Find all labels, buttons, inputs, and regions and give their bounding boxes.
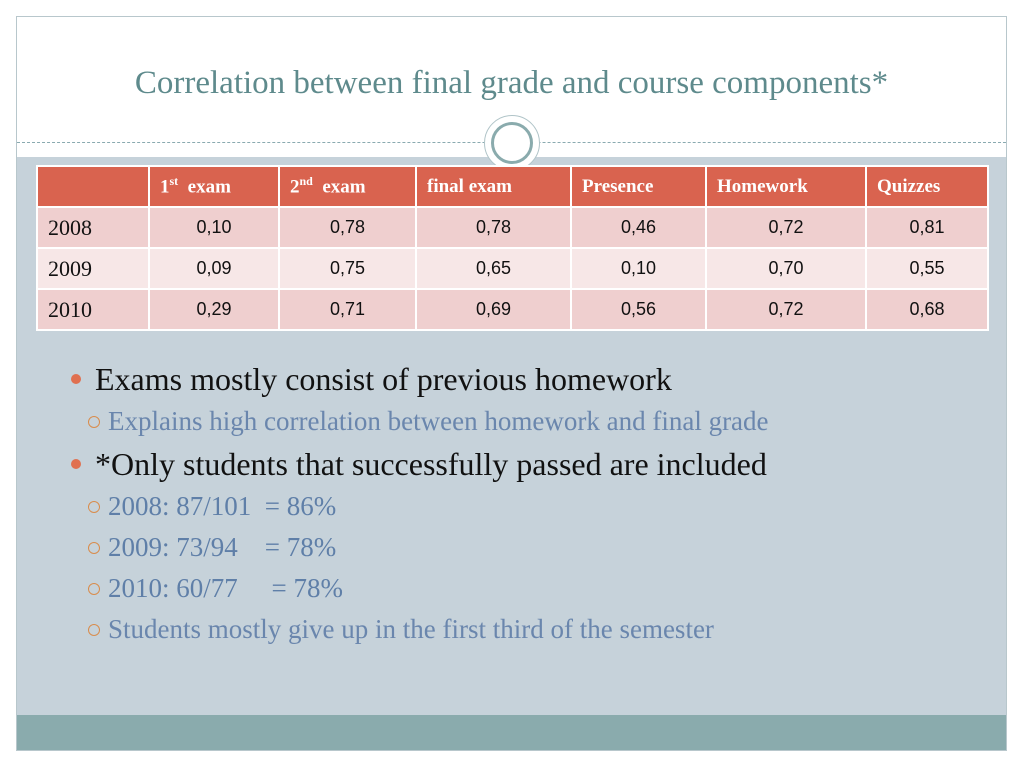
table-cell: 0,71	[279, 289, 416, 330]
bullet-list	[71, 357, 991, 650]
bullet-item	[71, 357, 991, 401]
table-cell: 0,68	[866, 289, 988, 330]
row-year: 2008	[37, 207, 149, 248]
circle-ornament	[484, 115, 540, 171]
bullet-dot-icon	[71, 459, 81, 469]
row-year: 2010	[37, 289, 149, 330]
header-cell-quizzes: Quizzes	[866, 166, 988, 207]
sub-bullet-item	[71, 527, 991, 568]
table-cell: 0,56	[571, 289, 706, 330]
header-cell-presence: Presence	[571, 166, 706, 207]
table-cell: 0,70	[706, 248, 866, 289]
sub-bullet-item	[71, 609, 991, 650]
header-cell-empty	[37, 166, 149, 207]
sub-bullet-text: 2009: 73/94 = 78%	[108, 532, 337, 562]
table-cell: 0,10	[571, 248, 706, 289]
sub-bullet-text: Explains high correlation between homework and final grade	[108, 406, 769, 436]
table-cell: 0,29	[149, 289, 279, 330]
table-cell: 0,78	[279, 207, 416, 248]
bullet-text: Exams mostly consist of previous homework	[95, 361, 672, 397]
table-cell: 0,10	[149, 207, 279, 248]
table-cell: 0,81	[866, 207, 988, 248]
correlation-table	[36, 165, 989, 331]
bullet-dot-icon	[71, 374, 81, 384]
circle-ornament-inner	[491, 122, 533, 164]
table-cell: 0,78	[416, 207, 571, 248]
table-cell: 0,65	[416, 248, 571, 289]
sub-bullet-item	[71, 568, 991, 609]
bullet-item	[71, 442, 991, 486]
slide-title: Correlation between final grade and course components*	[134, 65, 889, 101]
table-row	[37, 207, 988, 248]
table-cell: 0,09	[149, 248, 279, 289]
table-cell: 0,72	[706, 289, 866, 330]
bullet-text: *Only students that successfully passed are included	[95, 446, 767, 482]
table-cell: 0,55	[866, 248, 988, 289]
table-header-row	[37, 166, 988, 207]
sub-bullet-item	[71, 486, 991, 527]
footer-bar	[17, 715, 1006, 750]
header-cell-exam2: 2nd exam	[279, 166, 416, 207]
sub-bullet-text: 2010: 60/77 = 78%	[108, 573, 343, 603]
bullet-ring-icon	[88, 542, 100, 554]
bullet-ring-icon	[88, 501, 100, 513]
table-cell: 0,72	[706, 207, 866, 248]
table-cell: 0,69	[416, 289, 571, 330]
header-cell-final-exam: final exam	[416, 166, 571, 207]
table-cell: 0,75	[279, 248, 416, 289]
header-cell-homework: Homework	[706, 166, 866, 207]
bullet-ring-icon	[88, 624, 100, 636]
bullet-ring-icon	[88, 583, 100, 595]
sub-bullet-text: Students mostly give up in the first third of the semester	[108, 614, 714, 644]
table-row	[37, 248, 988, 289]
table-row	[37, 289, 988, 330]
sub-bullet-item	[71, 401, 991, 442]
bullet-ring-icon	[88, 416, 100, 428]
header-cell-exam1: 1st exam	[149, 166, 279, 207]
sub-bullet-text: 2008: 87/101 = 86%	[108, 491, 337, 521]
row-year: 2009	[37, 248, 149, 289]
table-cell: 0,46	[571, 207, 706, 248]
slide	[16, 16, 1007, 751]
